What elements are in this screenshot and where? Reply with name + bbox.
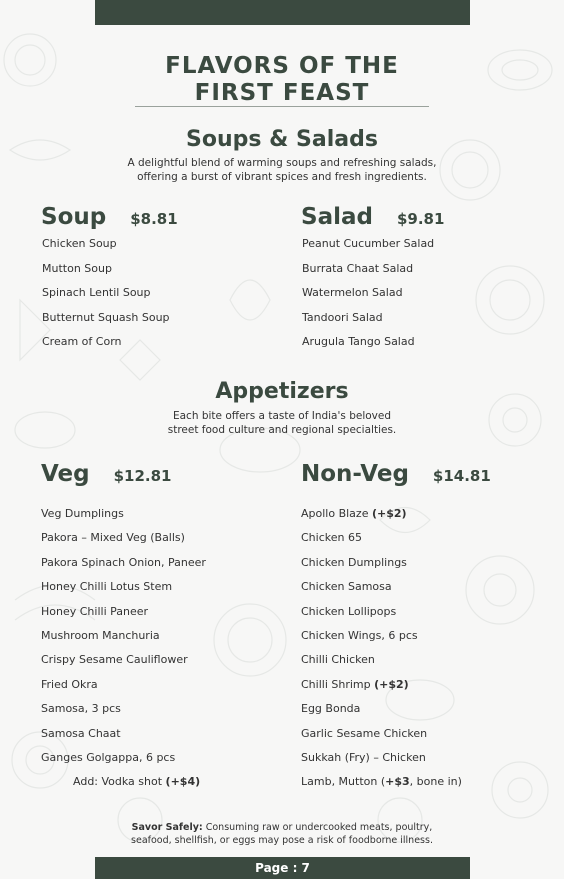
soup-list [42,237,170,360]
list-item: Arugula Tango Salad [302,335,415,348]
soups-salads-description [0,156,564,184]
list-item: Veg Dumplings [41,507,124,520]
list-item [301,507,462,531]
salad-list [302,237,434,360]
soups-salads-desc-line2: offering a burst of vibrant spices and fresh ingredients. [137,171,427,183]
salad-price: $9.81 [396,210,445,228]
list-item: Pakora Spinach Onion, Paneer [41,555,206,569]
salad-label: Salad [301,204,373,230]
list-item: Fried Okra [41,677,98,691]
food-safety-note [0,821,564,847]
menu-title [0,53,564,107]
item-label: Lamb, Mutton ( [301,775,386,789]
food-safety-line1: Consuming raw or undercooked meats, poultry, [202,822,433,833]
menu-title-line1: FLAVORS OF THE [165,53,399,79]
appetizers-desc-line1: Each bite offers a taste of India's beloved [172,410,391,422]
list-item: Pakora – Mixed Veg (Balls) [41,531,185,545]
nonveg-heading [301,461,491,487]
list-item [301,678,462,702]
list-item: Chilli Chicken [301,653,375,667]
list-item: Chicken 65 [301,531,362,545]
food-safety-label: Savor Safely: [131,822,203,833]
soup-price: $8.81 [130,210,178,228]
veg-list [41,507,206,800]
list-item: Ganges Golgappa, 6 pcs [41,750,176,764]
list-item: Chicken Samosa [301,580,392,594]
list-item: Chicken Soup [42,237,117,250]
list-item: Spinach Lentil Soup [42,286,151,299]
list-item: Sukkah (Fry) – Chicken [301,750,426,764]
appetizers-desc-line2: street food culture and regional specialties. [167,424,397,436]
soup-heading [41,204,178,230]
list-item: Crispy Sesame Cauliflower [41,653,188,667]
list-item: Chicken Wings, 6 pcs [301,628,418,642]
item-surcharge: +$3 [385,775,410,789]
addon-label: Add: Vodka shot [73,775,166,789]
soup-label: Soup [41,204,107,230]
veg-label: Veg [41,461,90,487]
page-number-bar [95,857,470,879]
item-surcharge: (+$2) [374,677,409,691]
list-item [301,775,462,799]
list-item: Garlic Sesame Chicken [301,726,428,740]
soups-salads-heading: Soups & Salads [186,127,378,152]
list-item: Chicken Lollipops [301,604,397,618]
list-item: Tandoori Salad [302,310,383,324]
list-item: Chicken Dumplings [301,555,407,569]
vodka-addon-item [41,775,206,799]
item-label: Apollo Blaze [301,507,372,520]
salad-heading [301,204,444,230]
appetizers-heading: Appetizers [215,379,349,404]
item-label: Chilli Shrimp [301,677,375,691]
list-item: Cream of Corn [42,335,122,348]
top-banner-bar [95,0,470,25]
list-item: Peanut Cucumber Salad [302,237,435,250]
list-item: Samosa Chaat [41,726,121,740]
addon-price: (+$4) [165,775,201,789]
list-item: Egg Bonda [301,702,361,716]
list-item: Butternut Squash Soup [42,310,170,324]
menu-title-line2: FIRST FEAST [194,80,370,106]
list-item: Watermelon Salad [302,286,403,299]
list-item: Mushroom Manchuria [41,628,160,642]
item-label-suffix: , bone in) [409,775,462,789]
nonveg-list [301,507,462,800]
title-divider [135,106,429,107]
food-safety-line2: seafood, shellfish, or eggs may pose a risk of foodborne illness. [131,835,433,846]
appetizers-description [0,409,564,437]
list-item: Honey Chilli Lotus Stem [41,580,173,594]
list-item: Mutton Soup [42,261,112,275]
page-number: Page : 7 [255,861,310,875]
veg-heading [41,461,172,487]
item-surcharge: (+$2) [371,507,407,520]
nonveg-price: $14.81 [432,467,491,485]
list-item: Samosa, 3 pcs [41,702,121,716]
list-item: Honey Chilli Paneer [41,604,149,618]
nonveg-label: Non-Veg [301,461,409,487]
veg-price: $12.81 [113,467,172,485]
soups-salads-desc-line1: A delightful blend of warming soups and refreshing salads, [127,157,437,169]
list-item: Burrata Chaat Salad [302,261,414,275]
